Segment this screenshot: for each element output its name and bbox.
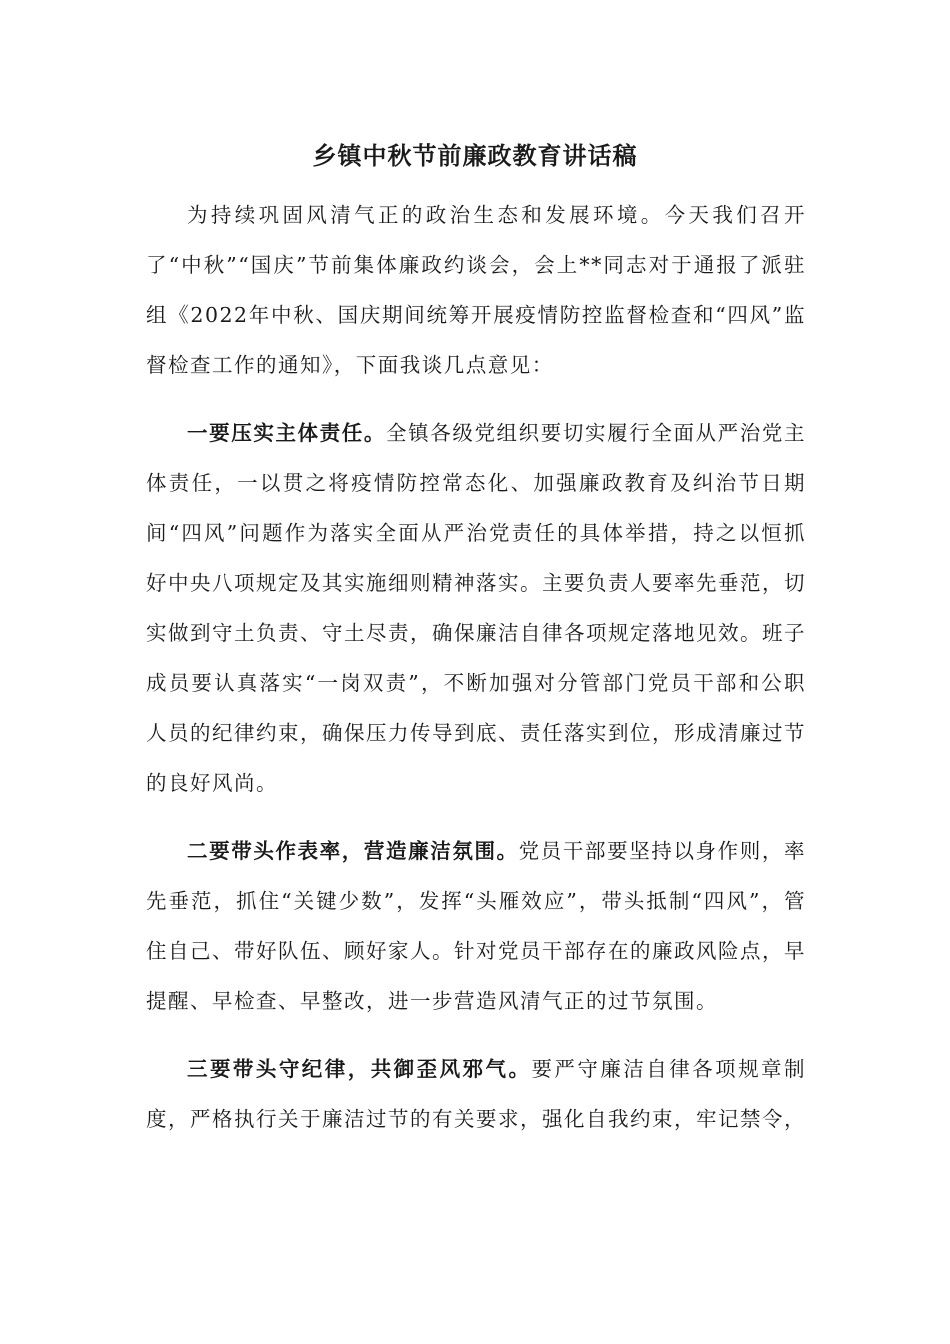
section-paragraph-2	[146, 826, 806, 1026]
document-title: 乡镇中秋节前廉政教育讲话稿	[312, 141, 638, 170]
section-lead-3: 三要带头守纪律，共御歪风邪气。	[187, 1057, 532, 1081]
document-body	[146, 190, 806, 1144]
section-paragraph-3	[146, 1044, 806, 1144]
section-text-1: 全镇各级党组织要切实履行全面从严治党主体责任，一以贯之将疫情防控常态化、加强廉政教育及纠治节日期间“四风”问题作为落实全面从严治党责任的具体举措，持之以恒抓好中央八项规定及其实施细则精神落实。主要负责人要率先垂范，切实做到守土负责、守土尽责，确保廉洁自律各项规定落地见效。班子成员要认真落实“一岗双责”，不断加强对分管部门党员干部和公职人员的纪律约束，确保压力传导到底、责任落实到位，形成清廉过节的良好风尚。	[146, 421, 806, 795]
intro-paragraph: 为持续巩固风清气正的政治生态和发展环境。今天我们召开了“中秋”“国庆”节前集体廉政约谈会，会上**同志对于通报了派驻组《2022年中秋、国庆期间统筹开展疫情防控监督检查和“四风”监督检查工作的通知》，下面我谈几点意见：	[146, 203, 806, 377]
section-text-3: 要严守廉洁自律各项规章制度，严格执行关于廉洁过节的有关要求，强化自我约束，牢记禁令，	[146, 1057, 807, 1131]
section-paragraph-1	[146, 408, 806, 808]
section-lead-1: 一要压实主体责任。	[187, 421, 386, 445]
section-text-2: 党员干部要坚持以身作则，率先垂范，抓住“关键少数”，发挥“头雁效应”，带头抵制“四风”，管住自己、带好队伍、顾好家人。针对党员干部存在的廉政风险点，早提醒、早检查、早整改，进一步营造风清气正的过节氛围。	[146, 839, 807, 1013]
section-lead-2: 二要带头作表率，营造廉洁氛围。	[187, 839, 519, 863]
